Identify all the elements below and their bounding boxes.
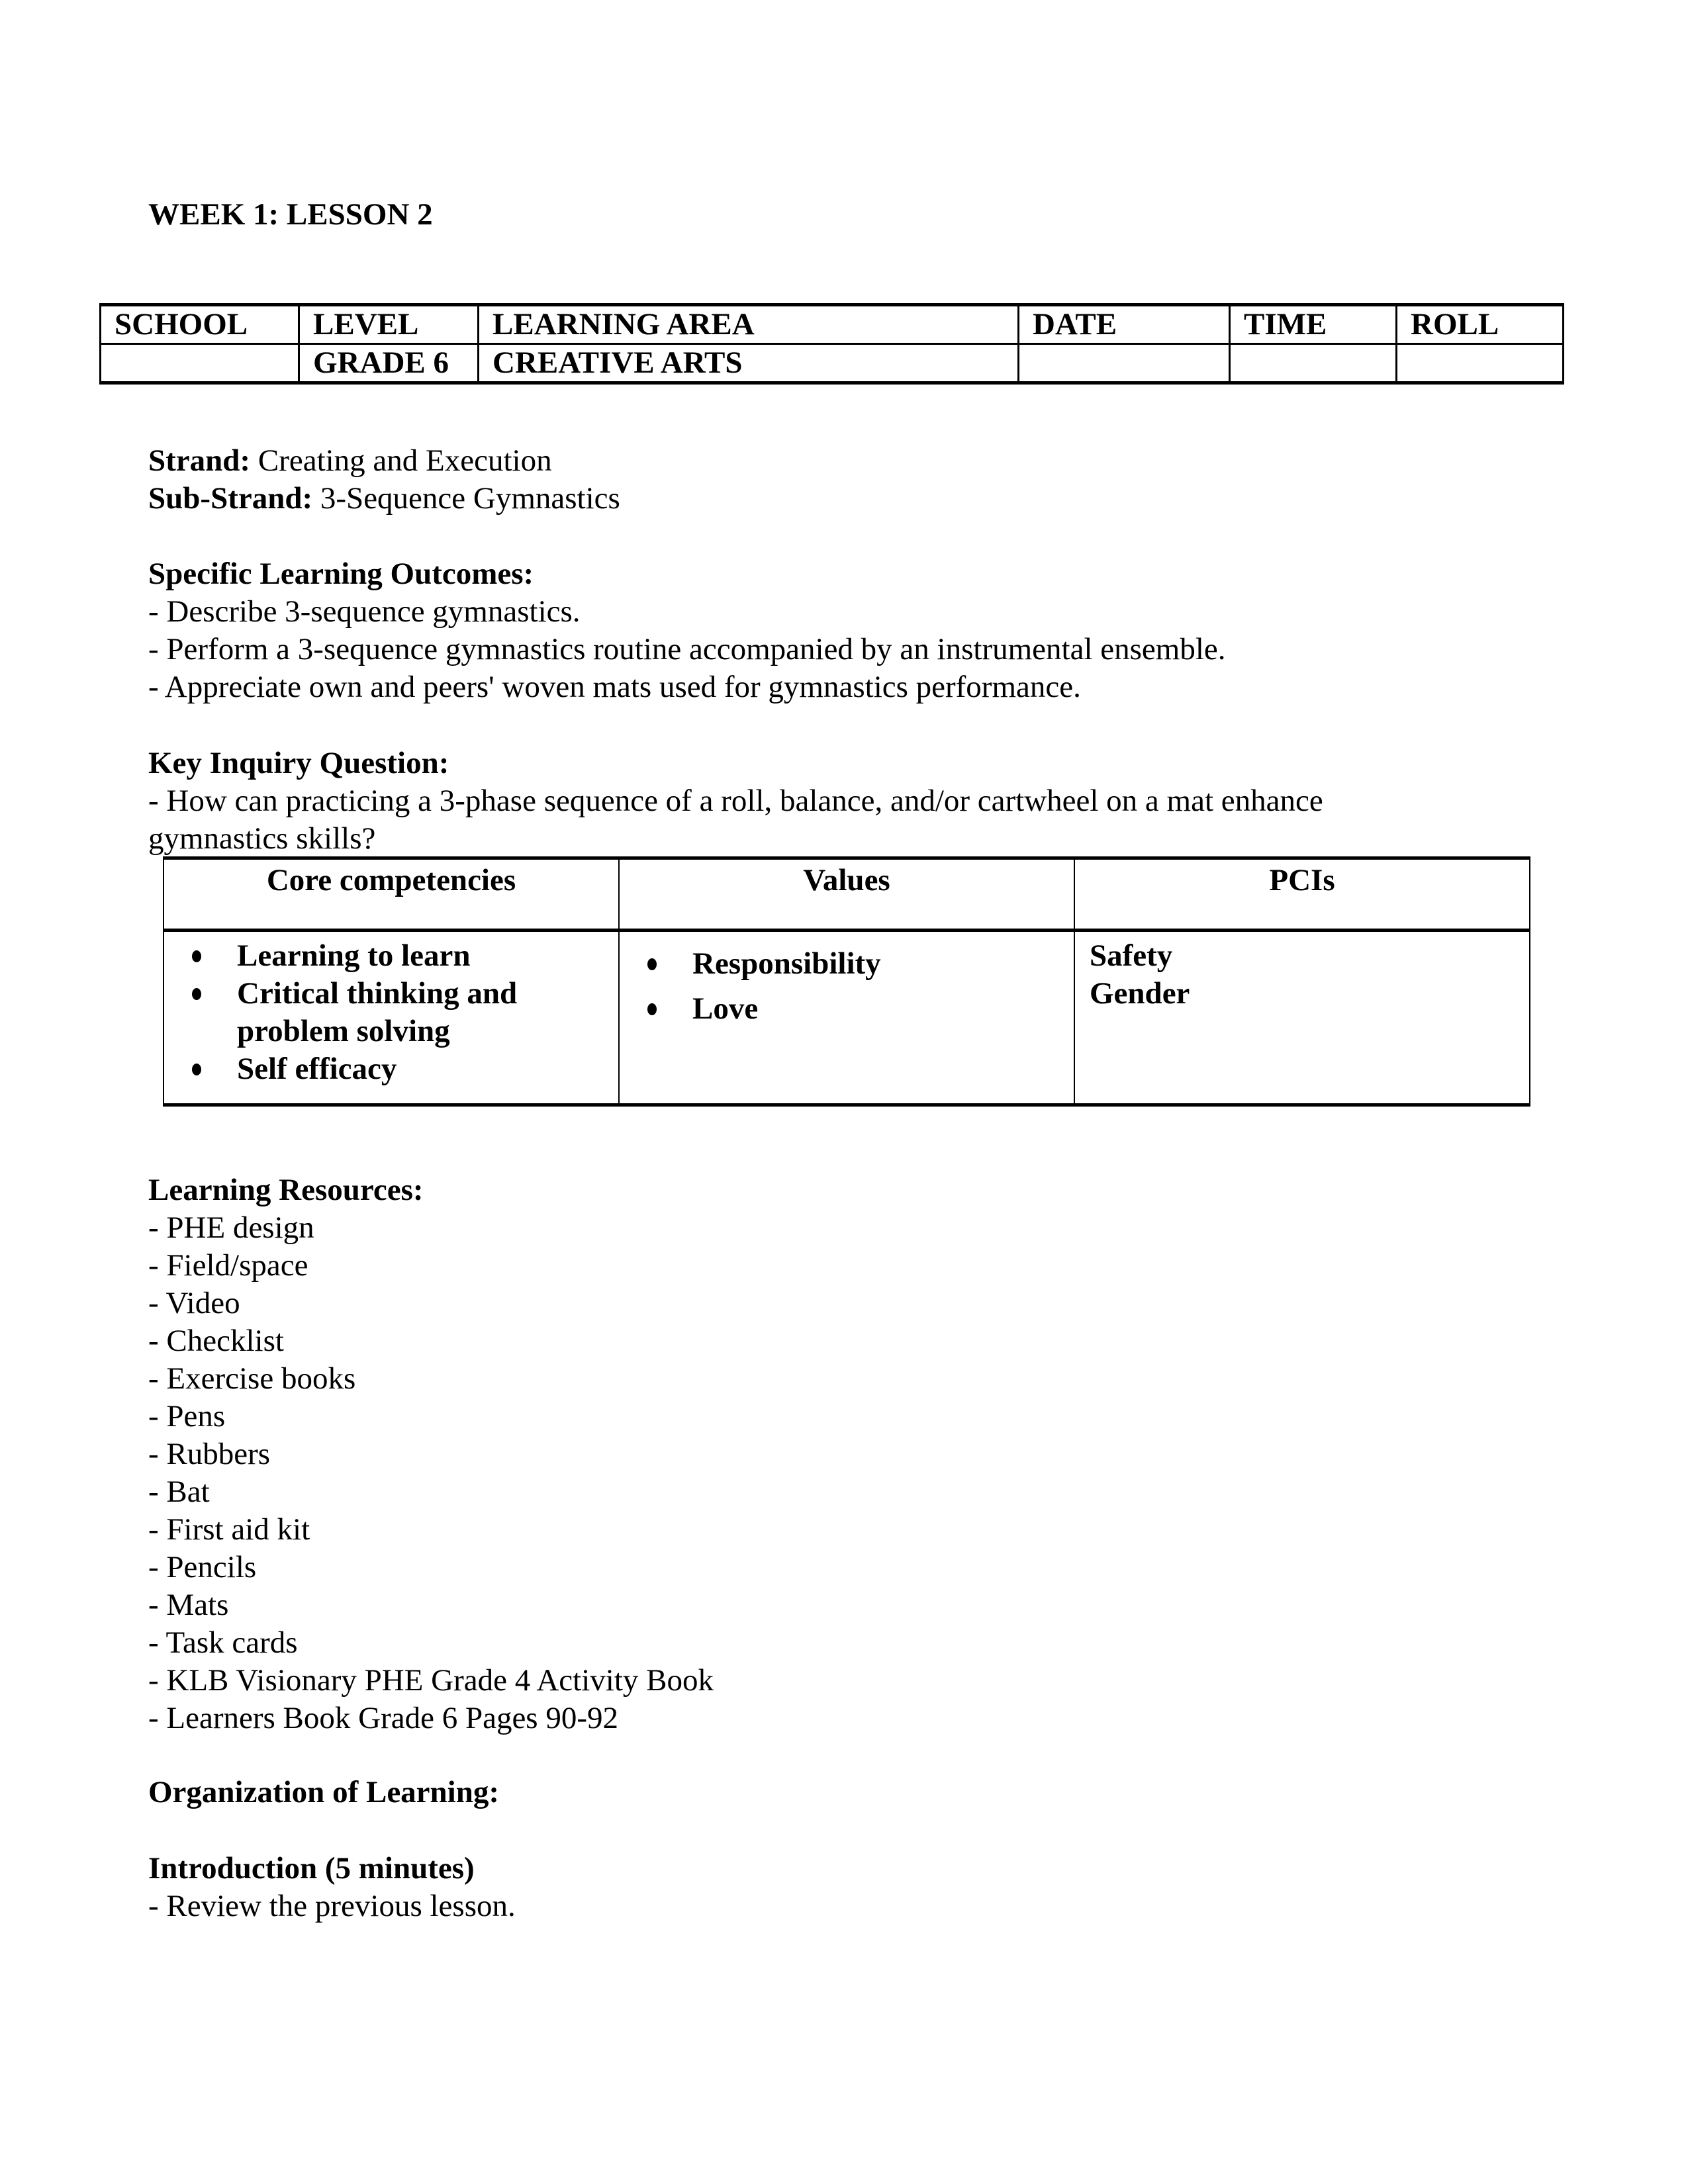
bullet-icon: [192, 950, 201, 962]
core-competencies-cell: [164, 931, 619, 1105]
values-cell: [619, 931, 1074, 1105]
list-item: Responsibility: [620, 941, 1074, 986]
outcome-item: - Appreciate own and peers' woven mats used for gymnastics performance.: [148, 670, 1081, 704]
list-item: Self efficacy: [164, 1050, 605, 1088]
competency-table: [163, 856, 1530, 1107]
col-date: DATE: [1019, 305, 1230, 344]
resource-item: - Rubbers: [148, 1437, 271, 1471]
resource-item: - Video: [148, 1286, 240, 1320]
introduction-item: - Review the previous lesson.: [148, 1889, 516, 1923]
learning-resources: [148, 1171, 714, 1737]
introduction-section: [148, 1850, 516, 1925]
learning-outcomes: [148, 555, 1226, 706]
values-list: [620, 941, 1074, 1031]
lesson-header-table: [99, 303, 1564, 385]
key-inquiry-question: [148, 745, 1323, 858]
core-competencies-list: [164, 937, 605, 1088]
bullet-icon: [192, 1064, 201, 1075]
organization-heading: Organization of Learning:: [148, 1775, 500, 1809]
inquiry-line: - How can practicing a 3-phase sequence of a roll, balance, and/or cartwheel on a mat enhance: [148, 784, 1323, 818]
pci-item: Gender: [1090, 976, 1190, 1011]
values-header: Values: [619, 858, 1074, 931]
date-value: [1019, 344, 1230, 383]
list-item: Love: [620, 986, 1074, 1031]
col-school: SCHOOL: [101, 305, 299, 344]
lesson-title: WEEK 1: LESSON 2: [148, 197, 433, 232]
header-row: [101, 305, 1564, 344]
outcomes-heading: Specific Learning Outcomes:: [148, 557, 534, 591]
resource-item: - Field/space: [148, 1248, 308, 1283]
col-roll: ROLL: [1397, 305, 1564, 344]
resource-item: - Task cards: [148, 1625, 298, 1660]
strand-label: Strand:: [148, 443, 251, 478]
pcis-cell: [1074, 931, 1530, 1105]
sub-strand: [148, 480, 620, 518]
pcis-header: PCIs: [1074, 858, 1530, 931]
resource-item: - KLB Visionary PHE Grade 4 Activity Book: [148, 1663, 714, 1698]
bullet-icon: [647, 1003, 657, 1015]
inquiry-heading: Key Inquiry Question:: [148, 746, 449, 780]
sub-strand-label: Sub-Strand:: [148, 481, 313, 516]
resource-item: - Pencils: [148, 1550, 257, 1584]
pci-item: Safety: [1090, 938, 1173, 973]
sub-strand-value: 3-Sequence Gymnastics: [312, 481, 620, 516]
col-time: TIME: [1230, 305, 1397, 344]
resource-item: - Learners Book Grade 6 Pages 90-92: [148, 1701, 619, 1735]
bullet-icon: [647, 958, 657, 970]
resource-item: - PHE design: [148, 1210, 314, 1245]
outcome-item: - Describe 3-sequence gymnastics.: [148, 594, 581, 629]
resource-item: - Bat: [148, 1475, 210, 1509]
resource-item: - Pens: [148, 1399, 226, 1433]
introduction-heading: Introduction (5 minutes): [148, 1851, 475, 1886]
strand: [148, 442, 552, 480]
resource-item: - Mats: [148, 1588, 229, 1622]
inquiry-line: gymnastics skills?: [148, 821, 376, 856]
school-value: [101, 344, 299, 383]
resource-item: - Checklist: [148, 1324, 284, 1358]
resource-item: - Exercise books: [148, 1361, 356, 1396]
col-level: LEVEL: [299, 305, 479, 344]
level-value: GRADE 6: [299, 344, 479, 383]
col-learning-area: LEARNING AREA: [479, 305, 1019, 344]
time-value: [1230, 344, 1397, 383]
values-row: [101, 344, 1564, 383]
roll-value: [1397, 344, 1564, 383]
list-item: Critical thinking and problem solving: [164, 975, 605, 1050]
learning-area-value: CREATIVE ARTS: [479, 344, 1019, 383]
core-competencies-header: Core competencies: [164, 858, 619, 931]
bullet-icon: [192, 988, 201, 1000]
competency-header-row: [164, 858, 1530, 931]
outcome-item: - Perform a 3-sequence gymnastics routine accompanied by an instrumental ensemble.: [148, 632, 1226, 666]
strand-value: Creating and Execution: [250, 443, 552, 478]
competency-body-row: [164, 931, 1530, 1105]
resources-heading: Learning Resources:: [148, 1173, 424, 1207]
list-item: Learning to learn: [164, 937, 605, 975]
resource-item: - First aid kit: [148, 1512, 310, 1547]
